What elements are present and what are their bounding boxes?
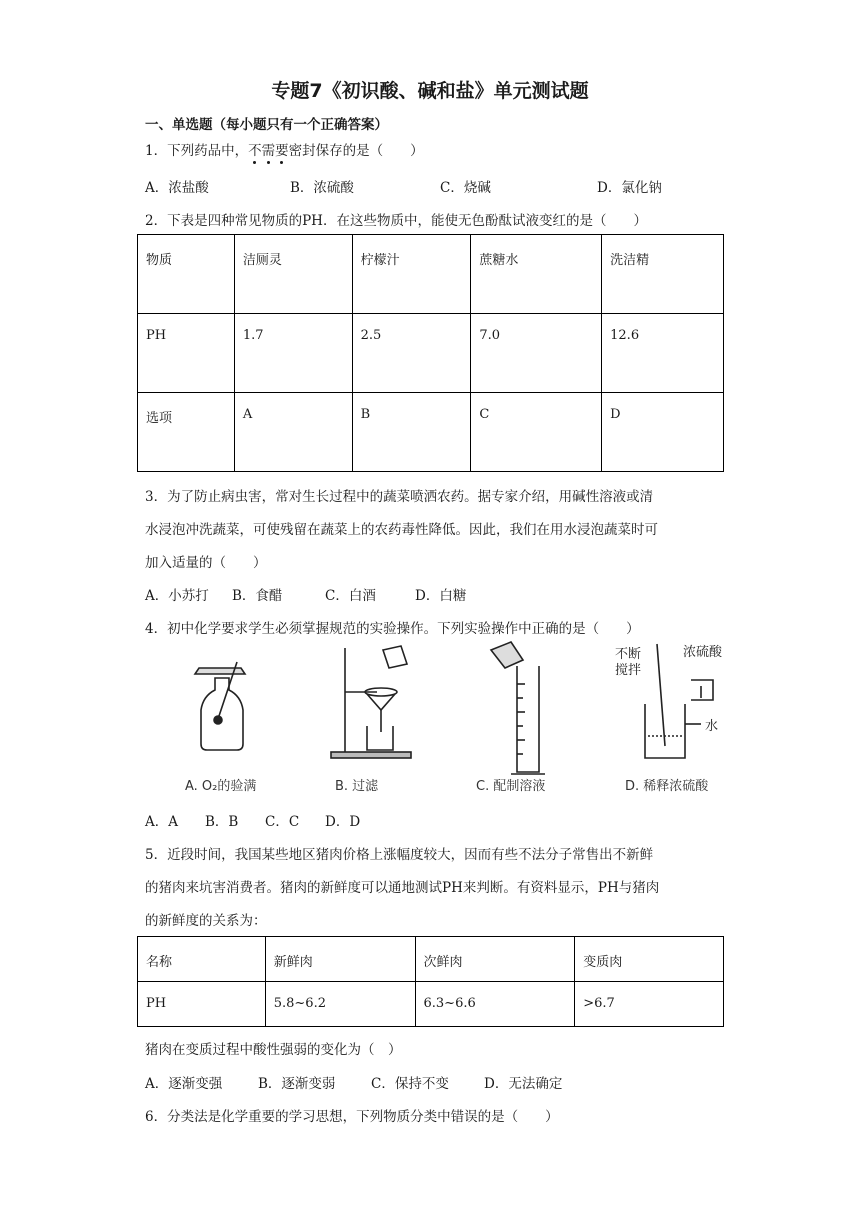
table-cell: >6.7 — [575, 982, 724, 1027]
table-row — [138, 937, 724, 982]
q4-option-a: A．A — [145, 814, 178, 830]
q5-option-d: D．无法确定 — [484, 1076, 563, 1092]
question-6-stem: 6．分类法是化学重要的学习思想，下列物质分类中错误的是（ ） — [145, 1109, 559, 1125]
q1-option-c: C．烧碱 — [440, 180, 491, 196]
table-cell: A — [234, 393, 352, 472]
q4-option-b: B．B — [205, 814, 239, 830]
table-cell: 次鲜肉 — [415, 937, 575, 982]
table-cell: PH — [138, 982, 266, 1027]
table-cell: PH — [138, 314, 235, 393]
question-3-line-3: 加入适量的（ ） — [145, 555, 267, 571]
q4-option-c: C．C — [265, 814, 300, 830]
water-label: 水 — [705, 719, 719, 734]
question-2-stem: 2．下表是四种常见物质的PH．在这些物质中，能使无色酚酞试液变红的是（ ） — [145, 213, 647, 229]
q3-option-a: A．小苏打 — [145, 588, 209, 604]
table-cell: 洗洁精 — [602, 235, 724, 314]
q1-text-pre: 1．下列药品中， — [145, 143, 249, 159]
question-1-stem — [145, 139, 424, 159]
q1-text-post: 密封保存的是（ ） — [288, 143, 424, 159]
acid-label: 浓硫酸 — [683, 645, 723, 660]
table-cell: 新鲜肉 — [265, 937, 415, 982]
question-5-line-2: 的猪肉来坑害消费者。猪肉的新鲜度可以通地测试PH来判断。有资料显示，PH与猪肉 — [145, 880, 660, 896]
graduated-cylinder-illustration — [491, 642, 545, 774]
q1-emphasis-char: 不 — [248, 143, 262, 159]
figure-caption-d: D. 稀释浓硫酸 — [625, 779, 709, 794]
q5-freshness-table — [137, 936, 724, 1027]
table-cell: 物质 — [138, 235, 235, 314]
dilution-illustration — [645, 644, 713, 758]
table-row — [138, 393, 724, 472]
q2-ph-table — [137, 234, 724, 472]
table-cell: B — [352, 393, 471, 472]
q4-option-d: D．D — [325, 814, 361, 830]
table-cell: 1.7 — [234, 314, 352, 393]
table-row — [138, 235, 724, 314]
question-5-prompt: 猪肉在变质过程中酸性强弱的变化为（ ） — [145, 1042, 402, 1058]
q5-option-b: B．逐渐变弱 — [258, 1076, 336, 1092]
stir-label-2: 搅拌 — [615, 663, 642, 678]
table-cell: 蔗糖水 — [471, 235, 602, 314]
question-4-stem: 4．初中化学要求学生必须掌握规范的实验操作。下列实验操作中正确的是（ ） — [145, 621, 640, 637]
q3-option-b: B．食醋 — [232, 588, 283, 604]
q3-option-c: C．白酒 — [325, 588, 376, 604]
q1-option-d: D．氯化钠 — [597, 180, 662, 196]
table-cell: 选项 — [138, 393, 235, 472]
q3-option-d: D．白糖 — [415, 588, 467, 604]
filtration-illustration — [331, 646, 411, 758]
question-5-line-3: 的新鲜度的关系为： — [145, 913, 267, 929]
q1-option-a: A．浓盐酸 — [145, 180, 209, 196]
table-cell: 5.8~6.2 — [265, 982, 415, 1027]
table-cell: 6.3~6.6 — [415, 982, 575, 1027]
table-cell: 12.6 — [602, 314, 724, 393]
figure-caption-c: C. 配制溶液 — [476, 779, 546, 794]
table-cell: 柠檬汁 — [352, 235, 471, 314]
section-heading: 一、单选题（每小题只有一个正确答案） — [145, 117, 388, 133]
table-cell: 变质肉 — [575, 937, 724, 982]
bottle-illustration — [195, 662, 245, 750]
table-cell: C — [471, 393, 602, 472]
q1-emphasis-char: 需 — [261, 143, 276, 159]
table-cell: 7.0 — [471, 314, 602, 393]
figure-caption-a: A. O₂的验满 — [185, 779, 257, 794]
q5-option-c: C．保持不变 — [371, 1076, 449, 1092]
table-cell: 2.5 — [352, 314, 471, 393]
table-cell: 洁厕灵 — [234, 235, 352, 314]
table-row — [138, 314, 724, 393]
document-title: 专题7《初识酸、碱和盐》单元测试题 — [271, 80, 589, 102]
q1-emphasis-char: 要 — [275, 143, 289, 159]
table-row — [138, 982, 724, 1027]
q1-option-b: B．浓硫酸 — [290, 180, 354, 196]
figure-caption-b: B. 过滤 — [335, 779, 379, 794]
stir-label-1: 不断 — [615, 647, 642, 662]
table-cell: 名称 — [138, 937, 266, 982]
table-cell: D — [602, 393, 724, 472]
question-5-line-1: 5．近段时间，我国某些地区猪肉价格上涨幅度较大，因而有些不法分子常售出不新鲜 — [145, 847, 654, 863]
question-3-line-1: 3．为了防止病虫害，常对生长过程中的蔬菜喷洒农药。据专家介绍，用碱性溶液或清 — [145, 489, 654, 505]
q5-option-a: A．逐渐变强 — [145, 1076, 223, 1092]
question-3-line-2: 水浸泡冲洗蔬菜，可使残留在蔬菜上的农药毒性降低。因此，我们在用水浸泡蔬菜时可 — [145, 522, 658, 538]
